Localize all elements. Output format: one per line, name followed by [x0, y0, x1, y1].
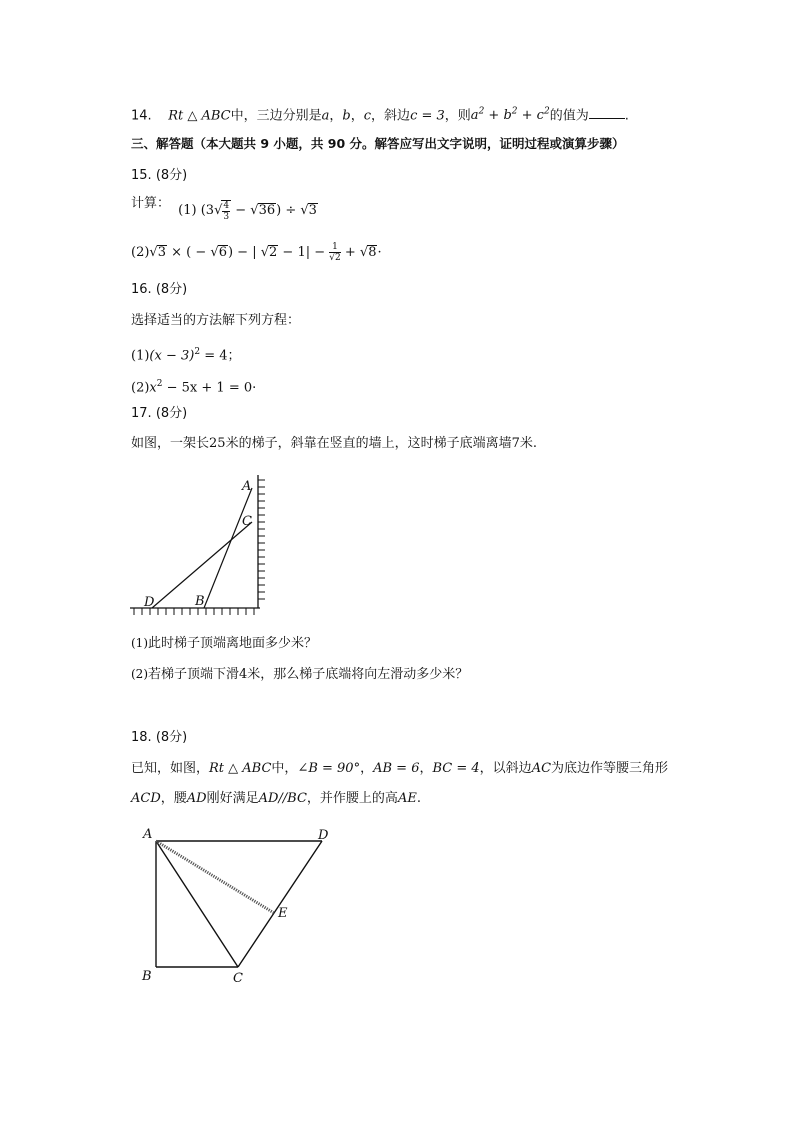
q14-triangle: Rt △ ABC	[168, 108, 231, 124]
q16-instruction: 选择适当的方法解下列方程：	[131, 313, 301, 328]
q17-statement: 如图，一架长25米的梯子，斜靠在竖直的墙上，这时梯子底端离墙7米.	[131, 436, 537, 451]
q14-text-d: ，则	[444, 108, 471, 124]
label-b2: B	[142, 969, 152, 984]
q14-answer-blank[interactable]	[589, 106, 625, 119]
q14-condition: c = 3	[410, 108, 445, 124]
q14-sep1: ，	[329, 108, 343, 124]
q15-p2-times: × ( −	[167, 245, 211, 260]
q14-line	[131, 103, 629, 125]
q15-p1-close: ) ÷	[276, 203, 301, 218]
label-c: C	[242, 514, 252, 529]
q14-text-c: ，斜边	[371, 108, 411, 124]
q14-expression: $a^2 + b^2 + c^2$	[470, 107, 550, 124]
side-ac	[156, 841, 238, 967]
q16-equation1: $(1)(x - 3)^2 = 4$；	[131, 347, 241, 364]
q15-p1-open: (3	[200, 203, 215, 218]
triangle-figure	[140, 825, 350, 990]
q15-p1-minus: −	[231, 203, 251, 218]
height-ae	[156, 841, 274, 913]
q15-p1-sqrt: √ $\frac{4}{3}$	[214, 200, 230, 222]
q15-p2-sqrt2: √2	[260, 245, 278, 260]
q15-p2-end: ·	[377, 245, 382, 260]
q18-line2: ACD，腰AD刚好满足AD//BC，并作腰上的高AE.	[131, 791, 421, 806]
q15-part2	[131, 240, 382, 266]
q15-p2-plus: +	[340, 245, 360, 260]
label-c2: C	[233, 971, 243, 986]
q17-sub1: (1)此时梯子顶端离地面多少米？	[131, 636, 318, 651]
q15-p2-sqrt8: √8	[359, 245, 377, 260]
q15-p2-mid: ) − |	[227, 245, 261, 260]
q15-p2-abs: − 1| −	[278, 245, 330, 260]
q15-header	[131, 167, 187, 185]
q14-a: a	[321, 108, 330, 124]
q14-text-e: 的值为	[549, 108, 589, 124]
q15-p1-label: (1)	[178, 203, 197, 218]
q15-p2-sqrt3: √3	[149, 245, 166, 260]
q14-text-b: 中，三边分别是	[230, 108, 322, 124]
q14-b: b	[342, 108, 351, 124]
section3-title: 三、解答题（本大题共 9 小题，共 90 分。解答应写出文字说明，证明过程或演算步骤）	[131, 136, 625, 151]
q15-p1-sqrt36: √36	[250, 203, 276, 218]
q16-equation2: $(2)x^2 - 5x + 1 = 0\cdot$	[131, 379, 257, 396]
label-b: B	[195, 594, 205, 609]
q18-header	[131, 729, 187, 747]
q18-score: (8分)	[155, 730, 188, 745]
side-cd	[238, 841, 322, 967]
q14-number: 14.	[131, 108, 152, 124]
q14-end: .	[624, 108, 629, 124]
q15-calc-label: 计算：	[131, 196, 171, 211]
q15-p2-frac: $\frac{1}{√2}$	[329, 242, 341, 263]
q15-p1-num: 4	[223, 200, 230, 211]
ladder-ab	[204, 488, 252, 608]
label-d2: D	[318, 828, 329, 843]
q17-score: (8分)	[155, 406, 188, 421]
q16-score: (8分)	[155, 282, 188, 297]
q14-c: c	[363, 108, 372, 124]
q17-header	[131, 405, 187, 423]
q15-p2-label: (2)	[131, 245, 150, 260]
q15-p1-den: 3	[223, 211, 230, 222]
label-d: D	[144, 595, 155, 610]
label-e: E	[278, 906, 288, 921]
q17-number: 17.	[131, 406, 152, 421]
q16-header	[131, 281, 187, 299]
q18-line1: 已知，如图，Rt △ ABC中，∠B = 90°，AB = 6，BC = 4，以斜边AC为底边作等腰三角形	[131, 761, 669, 776]
q15-part1	[131, 196, 318, 230]
q15-score: (8分)	[155, 168, 188, 183]
q15-p1-sqrt3: √3	[300, 203, 317, 218]
ladder-figure	[128, 470, 268, 620]
label-a: A	[242, 479, 252, 494]
q15-p2-sqrt6: √6	[210, 245, 227, 260]
q17-sub2: (2)若梯子顶端下滑4米，那么梯子底端将向左滑动多少米？	[131, 667, 469, 682]
q16-number: 16.	[131, 282, 152, 297]
q18-number: 18.	[131, 730, 152, 745]
label-a2: A	[143, 827, 153, 842]
q15-number: 15.	[131, 168, 152, 183]
q14-sep2: ，	[350, 108, 364, 124]
